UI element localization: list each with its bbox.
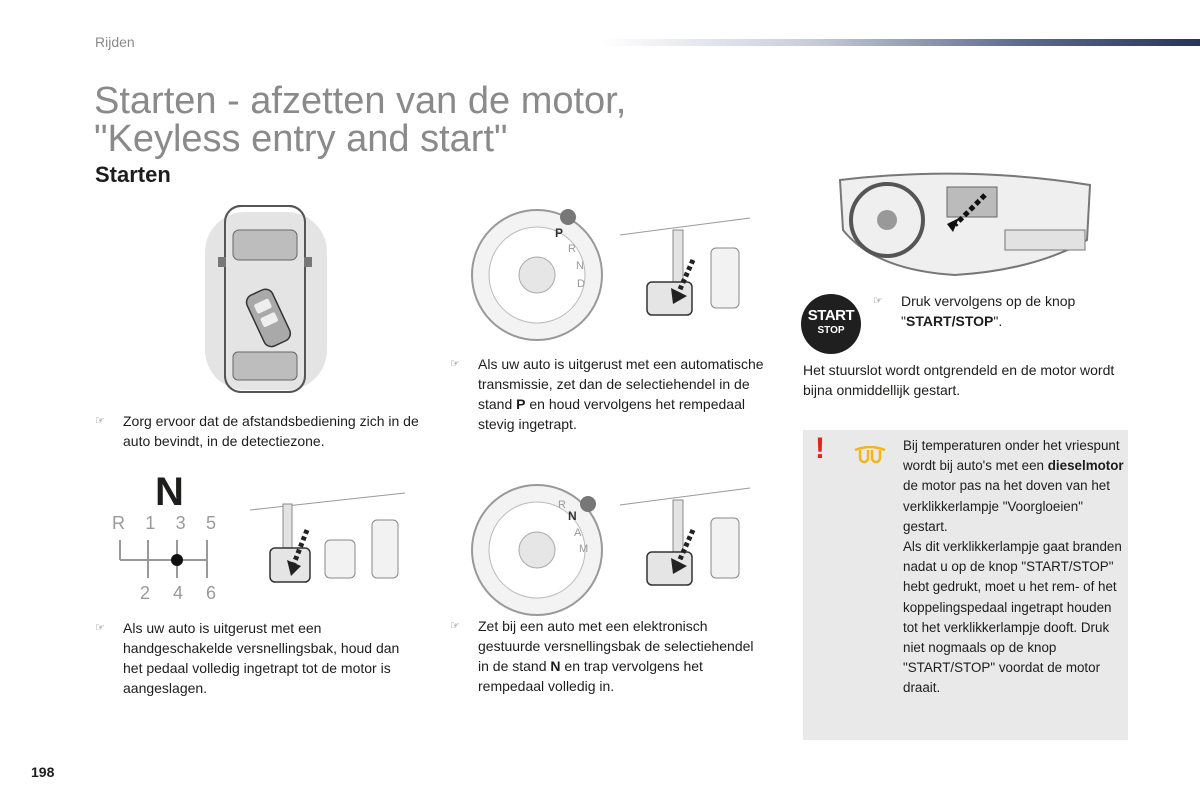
bullet-automatic xyxy=(450,354,780,436)
selector-auto-d: D xyxy=(577,278,585,290)
clutch-pedal-illustration xyxy=(245,490,410,590)
gear-top-row xyxy=(112,513,216,534)
electronic-text-pre: Zet bij een auto met een elektronisch gestuurde versnellingsbak de selectiehendel in de stand xyxy=(478,618,754,674)
gear-6: 6 xyxy=(205,583,216,603)
title-line-2: "Keyless entry and start" xyxy=(94,118,508,160)
pointer-icon: ☞ xyxy=(450,620,460,632)
warning-exclamation-icon: ! xyxy=(815,432,825,465)
section-label: Rijden xyxy=(95,34,135,50)
gear-4: 4 xyxy=(172,583,183,603)
gear-neutral-label: N xyxy=(155,470,184,514)
steering-lock-text: Het stuurslot wordt ontgrendeld en de motor wordt bijna onmiddellijk gestart. xyxy=(803,362,1115,398)
selector-electronic-a: A xyxy=(574,527,582,539)
press-text-post: ". xyxy=(993,313,1003,329)
press-text-pre: Druk vervolgens op de knop " xyxy=(901,293,1076,329)
selector-auto-p: P xyxy=(555,226,564,240)
pointer-icon: ☞ xyxy=(873,295,883,307)
gear-lines xyxy=(110,536,220,582)
warning-text-bold: dieselmotor xyxy=(1047,458,1124,474)
car-detection-zone-illustration xyxy=(200,202,335,397)
title-line-1: Starten - afzetten van de motor, xyxy=(94,80,627,122)
gear-1: 1 xyxy=(145,513,156,533)
gear-3: 3 xyxy=(175,513,186,533)
automatic-text-post: en houd vervolgens het rempedaal stevig ingetrapt. xyxy=(478,396,745,432)
warning-text-pre: Bij temperaturen onder het vriespunt wordt bij auto's met een xyxy=(903,438,1120,474)
remote-text: Zorg ervoor dat de afstandsbediening zich in de auto bevindt, in de detectiezone. xyxy=(123,413,419,449)
selector-electronic-r: R xyxy=(558,499,566,511)
gear-shift-diagram xyxy=(110,470,220,605)
automatic-text-pre: Als uw auto is uitgerust met een automatische transmissie, zet dan de selectiehendel in de stand xyxy=(478,356,764,412)
automatic-selector-illustration xyxy=(470,205,605,345)
pointer-icon: ☞ xyxy=(95,622,105,634)
press-text-bold: START/STOP xyxy=(905,313,994,329)
selector-auto-n: N xyxy=(576,260,584,272)
selector-electronic-n: N xyxy=(568,509,577,523)
dashboard-illustration xyxy=(835,170,1095,278)
bullet-electronic xyxy=(450,616,760,698)
bullet-remote xyxy=(95,411,425,453)
start-label: START xyxy=(807,307,855,324)
brake-pedal-illustration xyxy=(615,210,755,320)
selector-electronic-m: M xyxy=(579,543,589,555)
bullet-manual xyxy=(95,618,415,700)
warning-text xyxy=(903,436,1125,699)
gear-2: 2 xyxy=(140,583,151,603)
pointer-icon: ☞ xyxy=(450,358,460,370)
header-gradient-bar xyxy=(600,39,1200,46)
brake-pedal-illustration-2 xyxy=(615,480,755,590)
gear-r: R xyxy=(112,513,125,533)
electronic-text-post: en trap vervolgens het rempedaal volledig in. xyxy=(478,658,703,694)
page-title xyxy=(94,82,626,158)
electronic-text-bold: N xyxy=(550,658,561,674)
gear-bottom-row xyxy=(140,583,216,604)
start-stop-button-icon xyxy=(801,294,861,354)
bullet-press-start xyxy=(873,291,1113,333)
stop-label: STOP xyxy=(817,325,845,336)
pointer-icon: ☞ xyxy=(95,415,105,427)
section-subtitle: Starten xyxy=(95,162,171,187)
warning-text-second: Als dit verklikkerlampje gaat branden nadat u op de knop "START/STOP" hebt gedrukt, moet u het rem- of het koppelingspedaal ingetrapt houden tot het verklikkerlampje dooft. Druk niet nogmaals op de knop "START/STOP" voordat de motor draait. xyxy=(903,539,1122,696)
page-number: 198 xyxy=(31,764,55,780)
manual-text: Als uw auto is uitgerust met een handgeschakelde versnellingsbak, houd dan het pedaal volledig ingetrapt tot de motor is aangeslagen. xyxy=(123,620,400,696)
automatic-text-bold: P xyxy=(516,396,526,412)
glow-plug-icon xyxy=(852,446,888,468)
electronic-selector-illustration xyxy=(470,480,605,620)
warning-text-post: de motor pas na het doven van het verklikkerlampje "Voorgloeien" gestart. xyxy=(903,478,1110,534)
selector-auto-r: R xyxy=(568,243,576,255)
gear-5: 5 xyxy=(205,513,216,533)
